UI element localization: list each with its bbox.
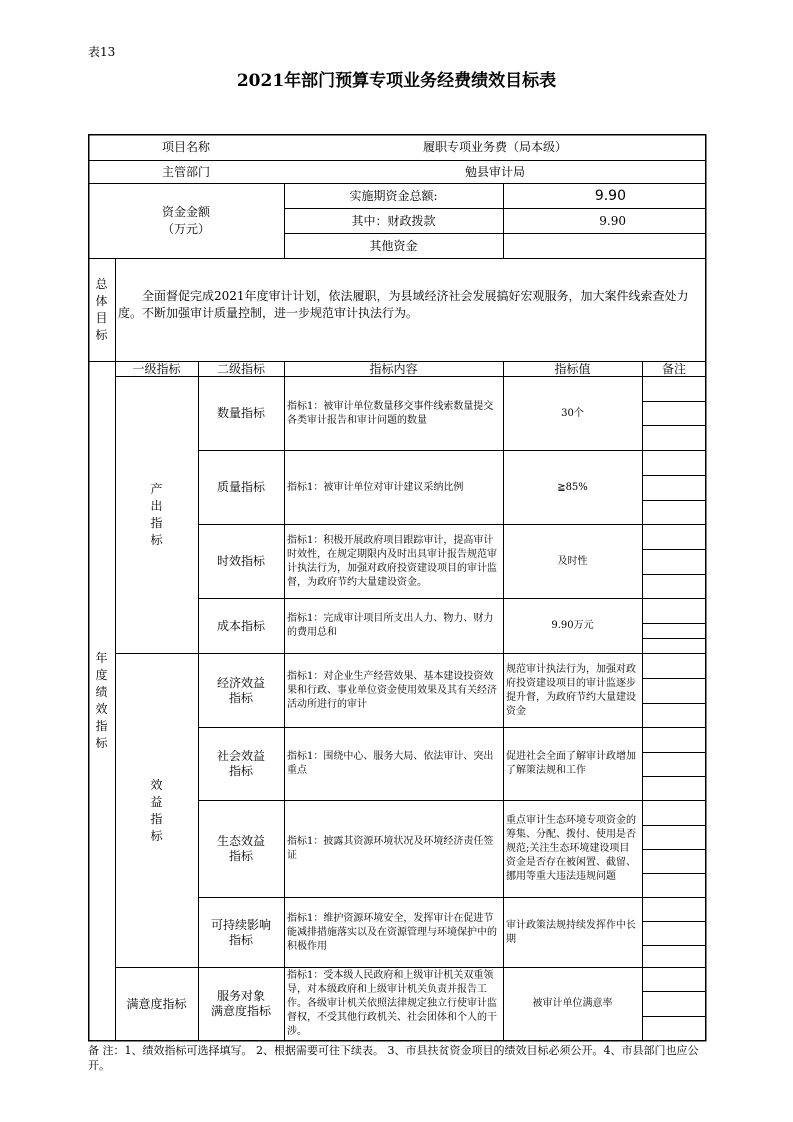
indicator-level2: 成本指标 <box>216 618 265 633</box>
footnote: 备 注：1、绩效指标可选择填写。 2、根据需要可往下续表。 3、市县扶贫资金项目的绩效目标必须公开。4、市县部门也应公开。 <box>88 1044 699 1072</box>
project-name-label: 项目名称 <box>161 140 210 154</box>
indicator-value: 9.90万元 <box>551 620 594 631</box>
indicator-content: 指标1：维护资源环境安全，发挥审计在促进节能减排措施落实以及在资源管理与环境保护中的积极作用 <box>287 912 497 952</box>
header-content: 指标内容 <box>369 361 418 376</box>
indicator-value: 30个 <box>561 407 584 419</box>
indicator-value: 重点审计生态环境专项资金的筹集、分配、拨付、使用是否规范;关注生态环境建设项目资金是否存在被闲置、截留、挪用等重大违法违规问题 <box>506 815 636 882</box>
other-funds-label: 其他资金 <box>369 238 418 253</box>
project-name-value: 履职专项业务费（局本级） <box>422 140 567 154</box>
annual-indicators-label: 年 度 绩 效 指 标 <box>95 651 108 750</box>
fiscal-funds-label: 其中：财政拨款 <box>351 213 436 228</box>
total-funds-label: 实施期资金总额: <box>349 188 438 203</box>
indicator-content: 指标1：完成审计项目所支出人力、物力、财力的费用总和 <box>287 613 494 638</box>
indicator-content: 指标1：对企业生产经营效果、基本建设投资效果和行政、事业单位资金使用效果及其有关经济活动所进行的审计 <box>287 670 497 710</box>
indicator-value: 促进社会全面了解审计政增加了解策法规和工作 <box>506 751 636 776</box>
header-level2: 二级指标 <box>216 361 265 376</box>
header-level1: 一级指标 <box>132 361 181 376</box>
indicator-value: ≧85% <box>557 481 588 493</box>
funds-label: 资金金额 （万元） <box>161 205 210 236</box>
header-value: 指标值 <box>554 361 591 376</box>
page-title: 2021年部门预算专项业务经费绩效目标表 <box>236 71 557 91</box>
satisfaction-indicators-label: 满意度指标 <box>126 996 187 1011</box>
indicator-level2: 生态效益 指标 <box>216 834 265 863</box>
indicator-content: 指标1：积极开展政府项目跟踪审计，提高审计时效性，在规定期限内及时出具审计报告规范审计执法行为，加强对政府投资建设项目的审计监督，为政府节约大量建设资金。 <box>287 534 497 588</box>
benefit-indicators-label: 效 益 指 标 <box>150 777 163 843</box>
dept-value: 勉县审计局 <box>464 164 525 179</box>
indicator-level2: 经济效益 指标 <box>216 675 265 705</box>
table-number: 表13 <box>88 45 116 59</box>
indicator-content: 指标1：被审计单位对审计建议采纳比例 <box>287 481 464 493</box>
output-indicators-label: 产 出 指 标 <box>150 482 163 547</box>
indicator-content: 指标1：披露其资源环境状况及环境经济责任签证 <box>287 836 494 861</box>
goal-label: 总 体 目 标 <box>95 277 108 342</box>
header-remark: 备注 <box>661 361 686 376</box>
indicator-content: 指标1：被审计单位数量移交事件线索数量提交各类审计报告和审计问题的数量 <box>287 400 494 426</box>
indicator-value: 审计政策法规持续发挥作中长期 <box>506 919 636 945</box>
indicator-level2: 服务对象 满意度指标 <box>210 989 271 1018</box>
indicator-level2: 社会效益 指标 <box>216 749 265 778</box>
total-funds-value: 9.90 <box>594 187 626 204</box>
indicator-level2: 质量指标 <box>216 480 265 494</box>
other-funds-value <box>503 234 706 258</box>
indicator-value: 及时性 <box>557 555 588 567</box>
indicator-level2: 可持续影响 指标 <box>210 917 271 947</box>
goal-text: 全面督促完成2021年度审计计划，依法履职，为县域经济社会发展搞好宏观服务，加大案件线索查处力度。不断加强审计质量控制，进一步规范审计执法行为。 <box>118 289 689 320</box>
dept-label: 主管部门 <box>161 164 210 179</box>
indicator-value: 被审计单位满意率 <box>532 998 613 1009</box>
indicator-value: 规范审计执法行为，加强对政府投资建设项目的审计监逐步提升督，为政府节约大量建设资金 <box>506 663 636 717</box>
indicator-content: 指标1：围绕中心、服务大局、依法审计、突出重点 <box>287 751 494 776</box>
indicator-level2: 时效指标 <box>216 554 265 568</box>
indicator-content: 指标1：受本级人民政府和上级审计机关双重领导，对本级政府和上级审计机关负责并报告工作。各级审计机关依照法律规定独立行使审计监督权，不受其他行政机关、社会团体和个人的干涉。 <box>287 970 497 1037</box>
fiscal-funds-value: 9.90 <box>599 213 626 228</box>
indicator-level2: 数量指标 <box>216 406 265 420</box>
